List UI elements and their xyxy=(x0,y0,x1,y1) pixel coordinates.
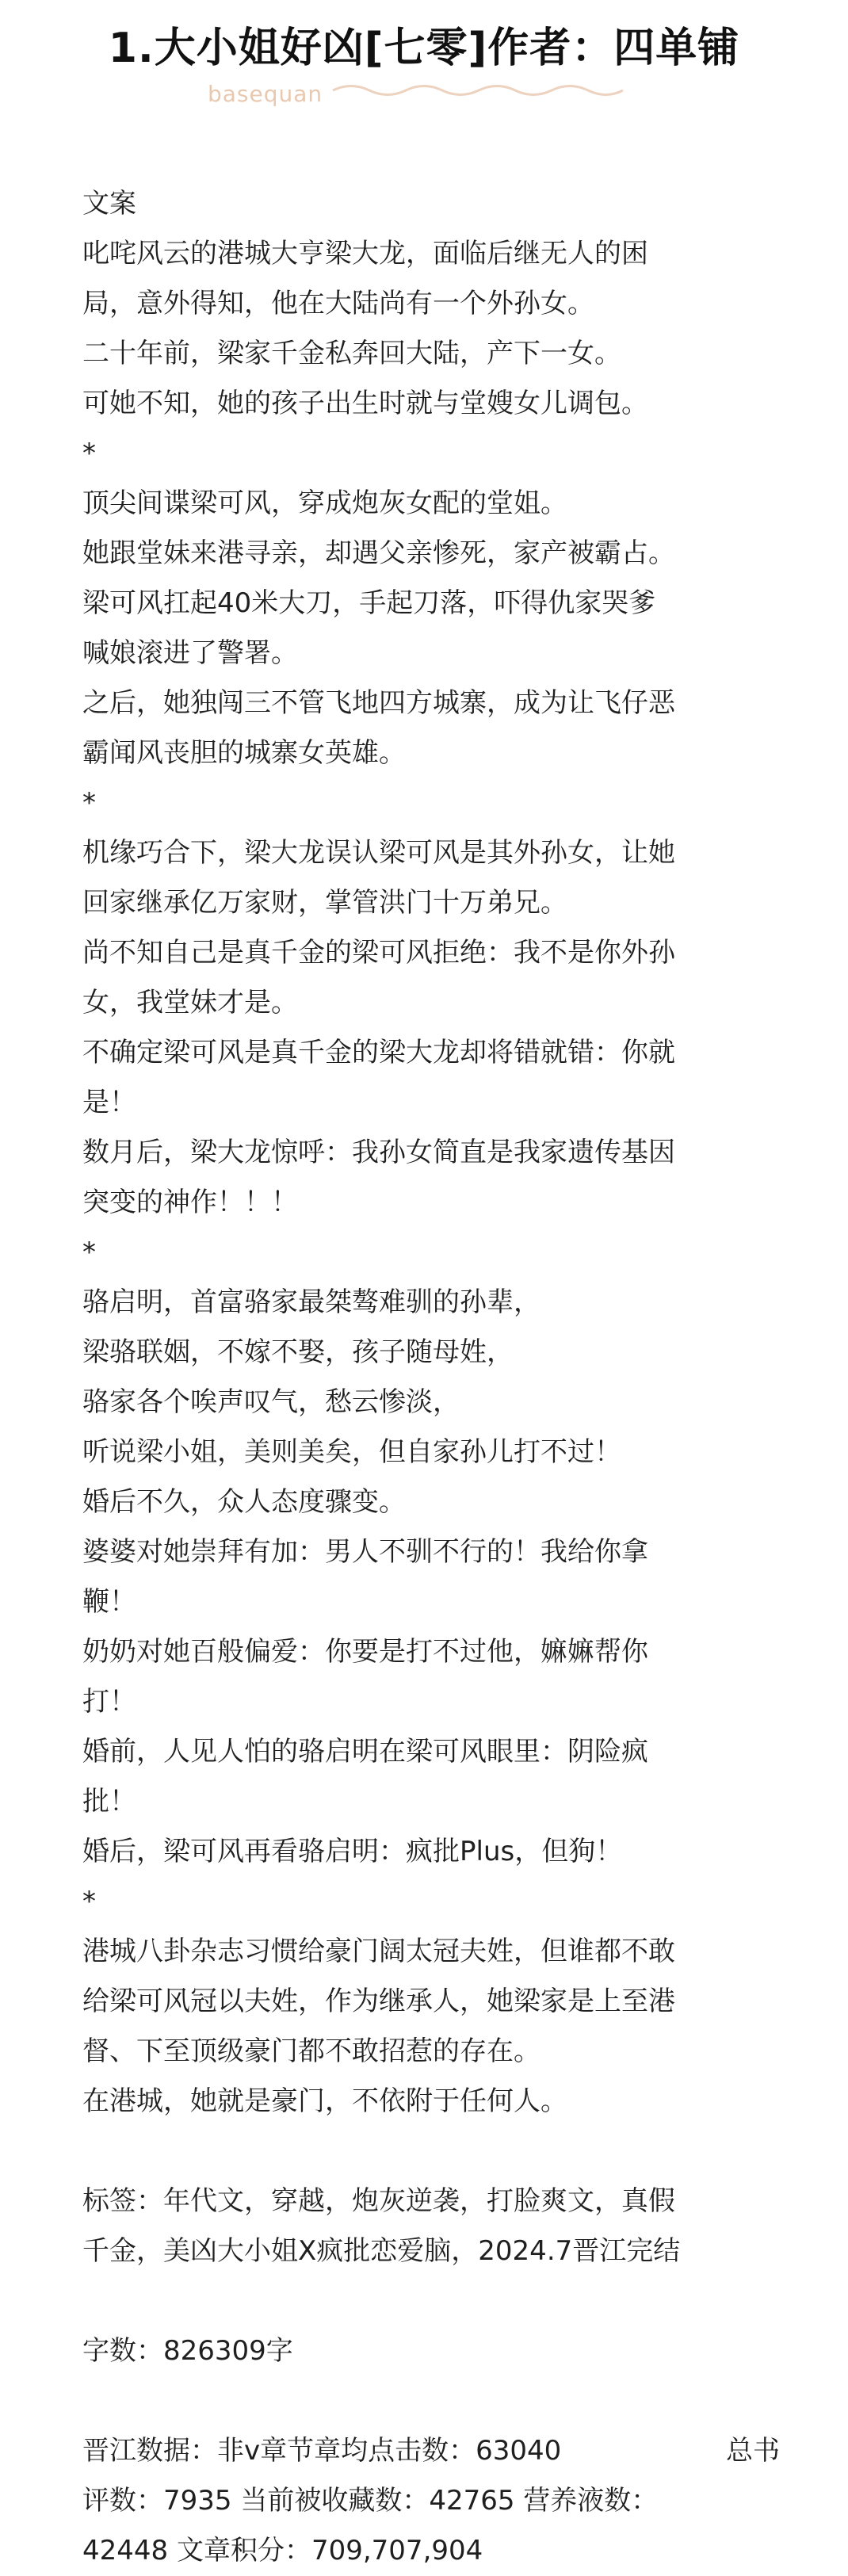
stats-line: 42448 文章积分：709,707,904 xyxy=(82,2535,483,2566)
synopsis-line: 之后，她独闯三不管飞地四方城寨，成为让飞仔恶 xyxy=(82,687,675,719)
synopsis-line: 婚前，人见人怕的骆启明在梁可风眼里：阴险疯 xyxy=(82,1736,648,1768)
synopsis-line: * xyxy=(82,1236,96,1268)
synopsis-line: 骆启明，首富骆家最桀骜难驯的孙辈， xyxy=(82,1286,541,1318)
synopsis-line: 喊娘滚进了警署。 xyxy=(82,637,298,669)
synopsis-line: * xyxy=(82,438,96,469)
synopsis-line: 骆家各个唉声叹气，愁云惨淡， xyxy=(82,1386,460,1418)
synopsis-line: 不确定梁可风是真千金的梁大龙却将错就错：你就 xyxy=(82,1037,675,1068)
synopsis-line: 给梁可风冠以夫姓，作为继承人，她梁家是上至港 xyxy=(82,1986,675,2017)
synopsis-line: 局，意外得知，他在大陆尚有一个外孙女。 xyxy=(82,288,594,319)
synopsis-line: 突变的神作！！！ xyxy=(82,1187,298,1218)
synopsis-line: * xyxy=(82,1886,96,1917)
spacer xyxy=(82,2276,780,2326)
synopsis-line: 批！ xyxy=(82,1786,136,1817)
synopsis-line: 港城八卦杂志习惯给豪门阔太冠夫姓，但谁都不敢 xyxy=(82,1936,675,1967)
stats-line: 评数：7935 当前被收藏数：42765 营养液数： xyxy=(82,2485,659,2517)
page-title: 1.大小姐好凶[七零]作者：四单铺 xyxy=(108,25,740,72)
article-body xyxy=(82,179,780,2576)
synopsis-line: 督、下至顶级豪门都不敢招惹的存在。 xyxy=(82,2035,541,2067)
synopsis-line: 叱咤风云的港城大亨梁大龙，面临后继无人的困 xyxy=(82,238,648,269)
synopsis-line: * xyxy=(82,787,96,819)
synopsis-line: 梁骆联姻，不嫁不娶，孩子随母姓， xyxy=(82,1336,514,1368)
synopsis-line: 文案 xyxy=(82,188,136,220)
tags-line: 千金，美凶大小姐X疯批恋爱脑，2024.7晋江完结 xyxy=(82,2235,681,2267)
synopsis-line: 可她不知，她的孩子出生时就与堂嫂女儿调包。 xyxy=(82,388,648,419)
synopsis-line: 机缘巧合下，梁大龙误认梁可风是其外孙女，让她 xyxy=(82,837,675,869)
synopsis-line: 顶尖间谍梁可风，穿成炮灰女配的堂姐。 xyxy=(82,487,567,519)
synopsis-text xyxy=(82,179,780,2127)
synopsis-line: 打！ xyxy=(82,1686,136,1718)
synopsis-line: 听说梁小姐，美则美矣，但自家孙儿打不过！ xyxy=(82,1436,621,1468)
stats-right: 总书 xyxy=(726,2435,780,2467)
synopsis-line: 婚后不久，众人态度骤变。 xyxy=(82,1486,406,1518)
word-count: 字数：826309字 xyxy=(82,2335,293,2367)
synopsis-line: 奶奶对她百般偏爱：你要是打不过他，嫲嫲帮你 xyxy=(82,1636,648,1668)
spacer xyxy=(82,2376,780,2426)
wave-decoration-icon xyxy=(331,82,625,99)
synopsis-line: 回家继承亿万家财，掌管洪门十万弟兄。 xyxy=(82,887,567,919)
spacer xyxy=(82,2127,780,2177)
watermark-text: basequan xyxy=(208,81,323,107)
synopsis-line: 婆婆对她崇拜有加：男人不驯不行的！我给你拿 xyxy=(82,1536,648,1568)
stats-line xyxy=(82,2426,780,2476)
synopsis-line: 婚后，梁可风再看骆启明：疯批Plus，但狗！ xyxy=(82,1836,623,1867)
synopsis-line: 鞭！ xyxy=(82,1586,136,1618)
synopsis-line: 是！ xyxy=(82,1087,136,1118)
stats-left: 晋江数据：非v章节章均点击数：63040 xyxy=(82,2435,562,2467)
synopsis-line: 霸闻风丧胆的城寨女英雄。 xyxy=(82,737,406,769)
synopsis-line: 在港城，她就是豪门，不依附于任何人。 xyxy=(82,2085,567,2117)
tags-line: 标签：年代文，穿越，炮灰逆袭，打脸爽文，真假 xyxy=(82,2185,675,2217)
synopsis-line: 梁可风扛起40米大刀，手起刀落，吓得仇家哭爹 xyxy=(82,587,656,619)
synopsis-line: 尚不知自己是真千金的梁可风拒绝：我不是你外孙 xyxy=(82,937,675,969)
synopsis-line: 数月后，梁大龙惊呼：我孙女简直是我家遗传基因 xyxy=(82,1137,675,1168)
synopsis-line: 她跟堂妹来港寻亲，却遇父亲惨死，家产被霸占。 xyxy=(82,537,675,569)
synopsis-line: 女，我堂妹才是。 xyxy=(82,987,298,1019)
synopsis-line: 二十年前，梁家千金私奔回大陆，产下一女。 xyxy=(82,338,621,369)
